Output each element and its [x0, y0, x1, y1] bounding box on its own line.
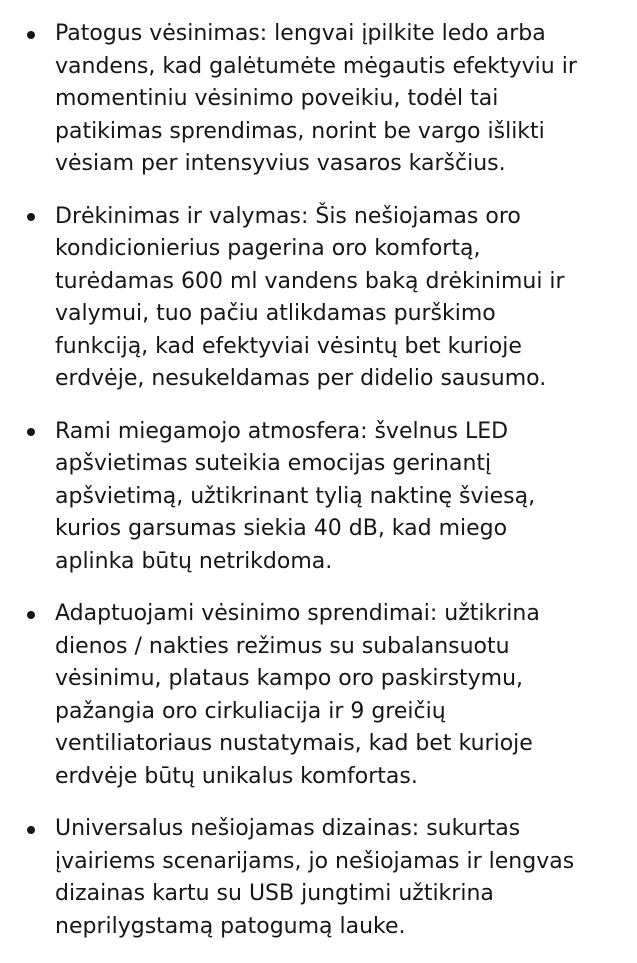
bullet-dot-icon	[27, 826, 35, 834]
bullet-item-bedroom	[0, 416, 637, 579]
bullet-line: vėsiam per intensyvius vasaros karščius.	[55, 151, 506, 176]
bullet-item-portable	[0, 813, 637, 943]
bullet-item-cooling	[0, 18, 637, 181]
bullet-line: turėdamas 600 ml vandens baką drėkinimui ir	[55, 268, 565, 294]
bullet-line: kondicionierius pagerina oro komfortą,	[55, 236, 481, 261]
bullet-line: pažangia oro cirkuliacija ir 9 greičių	[55, 698, 446, 724]
bullet-line: Drėkinimas ir valymas: Šis nešiojamas oro	[55, 203, 521, 229]
bullet-line: vandens, kad galėtumėte mėgautis efektyviu ir	[55, 53, 577, 79]
bullet-line: momentiniu vėsinimo poveikiu, todėl tai	[55, 86, 499, 111]
bullet-line: Rami miegamojo atmosfera: švelnus LED	[55, 418, 509, 444]
bullet-line: Adaptuojami vėsinimo sprendimai: užtikrina	[55, 601, 540, 626]
bullet-line: dizainas kartu su USB jungtimi užtikrina	[55, 881, 494, 906]
bullet-line: apšvietimas suteikia emocijas gerinantį	[55, 451, 492, 476]
bullet-line: Patogus vėsinimas: lengvai įpilkite ledo arba	[55, 21, 546, 46]
bullet-line: vėsinimu, plataus kampo oro paskirstymu,	[55, 666, 524, 691]
bullet-item-humidifying	[0, 201, 637, 396]
bullet-line: Universalus nešiojamas dizainas: sukurtas	[55, 816, 521, 841]
feature-bullet-list	[0, 18, 637, 963]
bullet-line: funkciją, kad efektyviai vėsintų bet kurioje	[55, 333, 522, 359]
bullet-line: ventiliatoriaus nustatymais, kad bet kurioje	[55, 731, 533, 756]
bullet-line: erdvėje, nesukeldamas per didelio sausumo.	[55, 366, 547, 391]
bullet-dot-icon	[27, 611, 35, 619]
bullet-line: dienos / nakties režimus su subalansuotu	[55, 633, 510, 659]
bullet-dot-icon	[27, 428, 35, 436]
bullet-line: apšvietimą, užtikrinant tylią naktinę šviesą,	[55, 483, 536, 509]
bullet-dot-icon	[27, 213, 35, 221]
bullet-line: neprilygstamą patogumą lauke.	[55, 913, 406, 939]
bullet-line: erdvėje būtų unikalus komfortas.	[55, 763, 418, 789]
bullet-line: įvairiems scenarijams, jo nešiojamas ir lengvas	[55, 848, 575, 874]
bullet-line: valymui, tuo pačiu atlikdamas purškimo	[55, 301, 496, 326]
bullet-dot-icon	[27, 31, 35, 39]
bullet-line: aplinka būtų netrikdoma.	[55, 548, 333, 574]
bullet-line: kurios garsumas siekia 40 dB, kad miego	[55, 516, 508, 541]
bullet-line: patikimas sprendimas, norint be vargo išlikti	[55, 118, 545, 144]
bullet-item-adaptive	[0, 598, 637, 793]
